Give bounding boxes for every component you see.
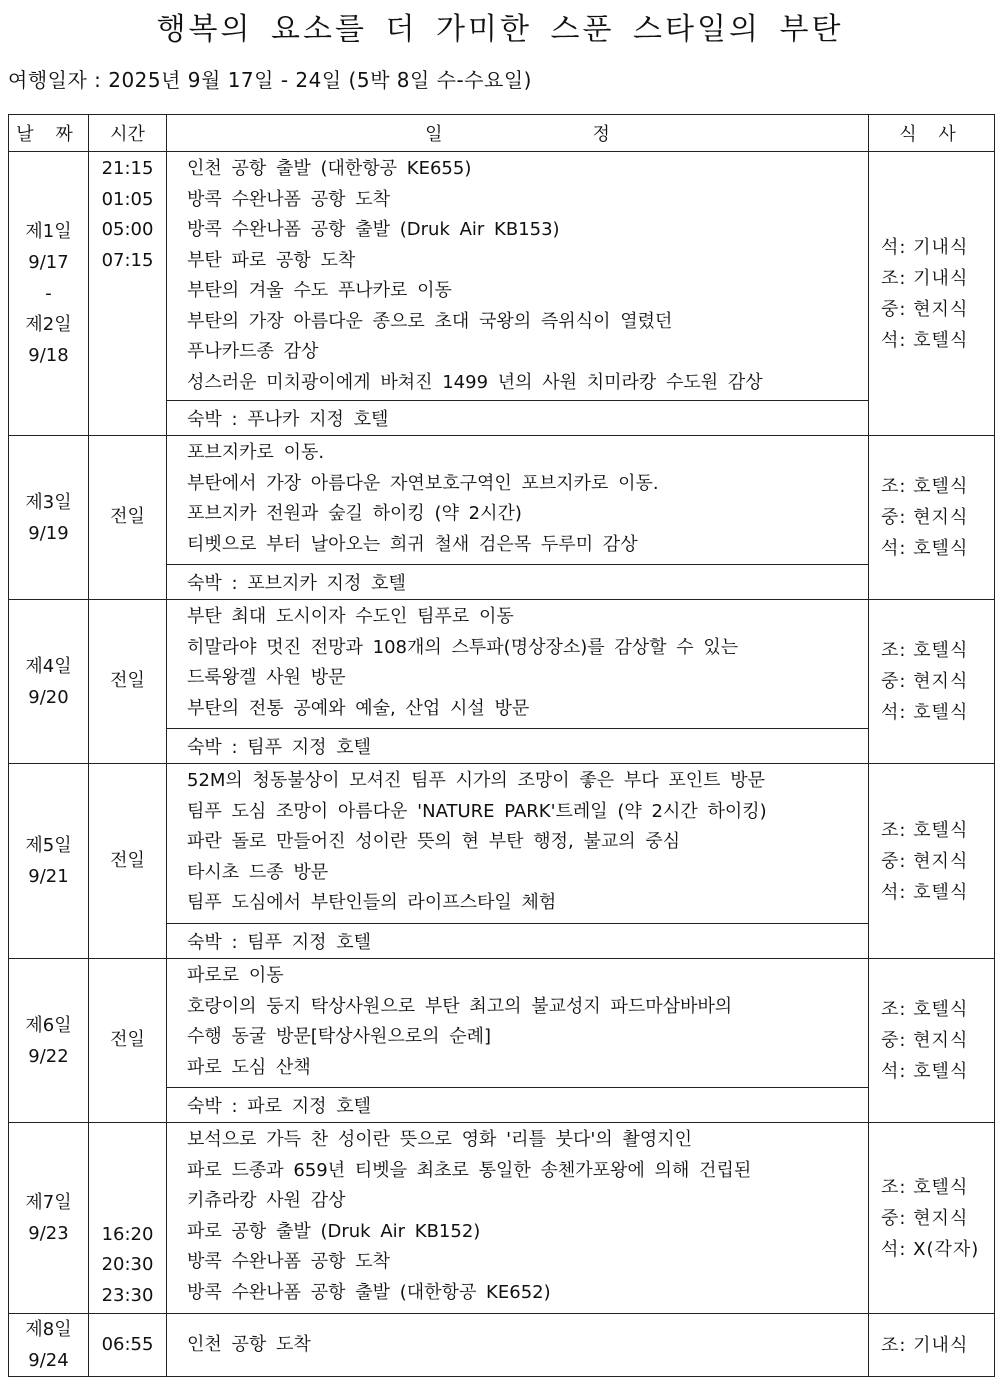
meals-cell: 조: 호텔식 중: 현지식 석: 호텔식 [869,959,995,1123]
header-schedule [167,115,869,152]
time-cell: 전일 [89,436,167,600]
schedule-cell: 부탄 최대 도시이자 수도인 팀푸로 이동 히말라야 멋진 전망과 108개의 스투파(명상장소)를 감상할 수 있는 드룩왕겔 사원 방문 부탄의 전통 공예와 예술, 산업 시설 방문 [167,600,869,729]
day-row [9,764,995,924]
time-cell: 21:15 01:05 05:00 07:15 [89,152,167,436]
meals-cell: 조: 호텔식 중: 현지식 석: 호텔식 [869,436,995,600]
meals-cell: 석: 기내식 조: 기내식 중: 현지식 석: 호텔식 [869,152,995,436]
day-row [9,1314,995,1377]
meals-cell: 조: 호텔식 중: 현지식 석: 호텔식 [869,600,995,764]
day-row [9,600,995,729]
date-cell: 제6일 9/22 [9,959,89,1123]
lodging-cell: 숙박 : 포브지카 지정 호텔 [167,565,869,600]
schedule-cell: 52M의 청동불상이 모셔진 팀푸 시가의 조망이 좋은 부다 포인트 방문 팀푸 도심 조망이 아름다운 'NATURE PARK'트레일 (약 2시간 하이킹) 파란 돌로 만들어진 성이란 뜻의 현 부탄 행정, 불교의 중심 타시초 드종 방문 팀푸 도심에서 부탄인들의 라이프스타일 체험 [167,764,869,924]
header-row [9,115,995,152]
header-meals: 식 사 [869,115,995,152]
date-cell: 제4일 9/20 [9,600,89,764]
header-time: 시간 [89,115,167,152]
date-cell: 제1일 9/17 - 제2일 9/18 [9,152,89,436]
lodging-cell: 숙박 : 푸나카 지정 호텔 [167,401,869,436]
schedule-cell: 인천 공항 출발 (대한항공 KE655) 방콕 수완나폼 공항 도착 방콕 수완나폼 공항 출발 (Druk Air KB153) 부탄 파로 공항 도착 부탄의 겨울 수도 푸나카로 이동 부탄의 가장 아름다운 종으로 초대 국왕의 즉위식이 열렸던 푸나카드종 감상 성스러운 미치광이에게 바쳐진 1499 년의 사원 치미라캉 수도원 감상 [167,152,869,401]
meals-cell: 조: 호텔식 중: 현지식 석: 호텔식 [869,764,995,959]
date-cell: 제5일 9/21 [9,764,89,959]
time-cell: 16:20 20:30 23:30 [89,1123,167,1314]
schedule-cell: 인천 공항 도착 [167,1314,869,1377]
day-row [9,152,995,401]
meals-cell: 조: 기내식 [869,1314,995,1377]
time-cell: 06:55 [89,1314,167,1377]
day-row [9,959,995,1088]
page-title: 행복의 요소를 더 가미한 스푼 스타일의 부탄 [156,12,844,47]
lodging-cell: 숙박 : 파로 지정 호텔 [167,1088,869,1123]
schedule-cell: 보석으로 가득 찬 성이란 뜻으로 영화 '리틀 붓다'의 촬영지인 파로 드종과 659년 티벳을 최초로 통일한 송첸가포왕에 의해 건립된 키츄라캉 사원 감상 파로 공항 출발 (Druk Air KB152) 방콕 수완나폼 공항 도착 방콕 수완나폼 공항 출발 (대한항공 KE652) [167,1123,869,1314]
schedule-cell: 포브지카로 이동. 부탄에서 가장 아름다운 자연보호구역인 포브지카로 이동. 포브지카 전원과 숲길 하이킹 (약 2시간) 티벳으로 부터 날아오는 희귀 철새 검은목 두루미 감상 [167,436,869,565]
itinerary-table [8,114,995,1377]
date-cell: 제8일 9/24 [9,1314,89,1377]
date-cell: 제3일 9/19 [9,436,89,600]
schedule-cell: 파로로 이동 호랑이의 둥지 탁상사원으로 부탄 최고의 불교성지 파드마삼바바의 수행 동굴 방문[탁상사원으로의 순례] 파로 도심 산책 [167,959,869,1088]
header-schedule-right: 정 [592,124,610,145]
lodging-cell: 숙박 : 팀푸 지정 호텔 [167,924,869,959]
day-row [9,1123,995,1314]
time-cell: 전일 [89,600,167,764]
travel-dates: 여행일자 : 2025년 9월 17일 - 24일 (5박 8일 수-수요일) [8,68,532,92]
header-schedule-left: 일 [425,124,443,145]
time-cell: 전일 [89,764,167,959]
lodging-cell: 숙박 : 팀푸 지정 호텔 [167,729,869,764]
date-cell: 제7일 9/23 [9,1123,89,1314]
meals-cell: 조: 호텔식 중: 현지식 석: X(각자) [869,1123,995,1314]
time-cell: 전일 [89,959,167,1123]
header-date: 날 짜 [9,115,89,152]
day-row [9,436,995,565]
